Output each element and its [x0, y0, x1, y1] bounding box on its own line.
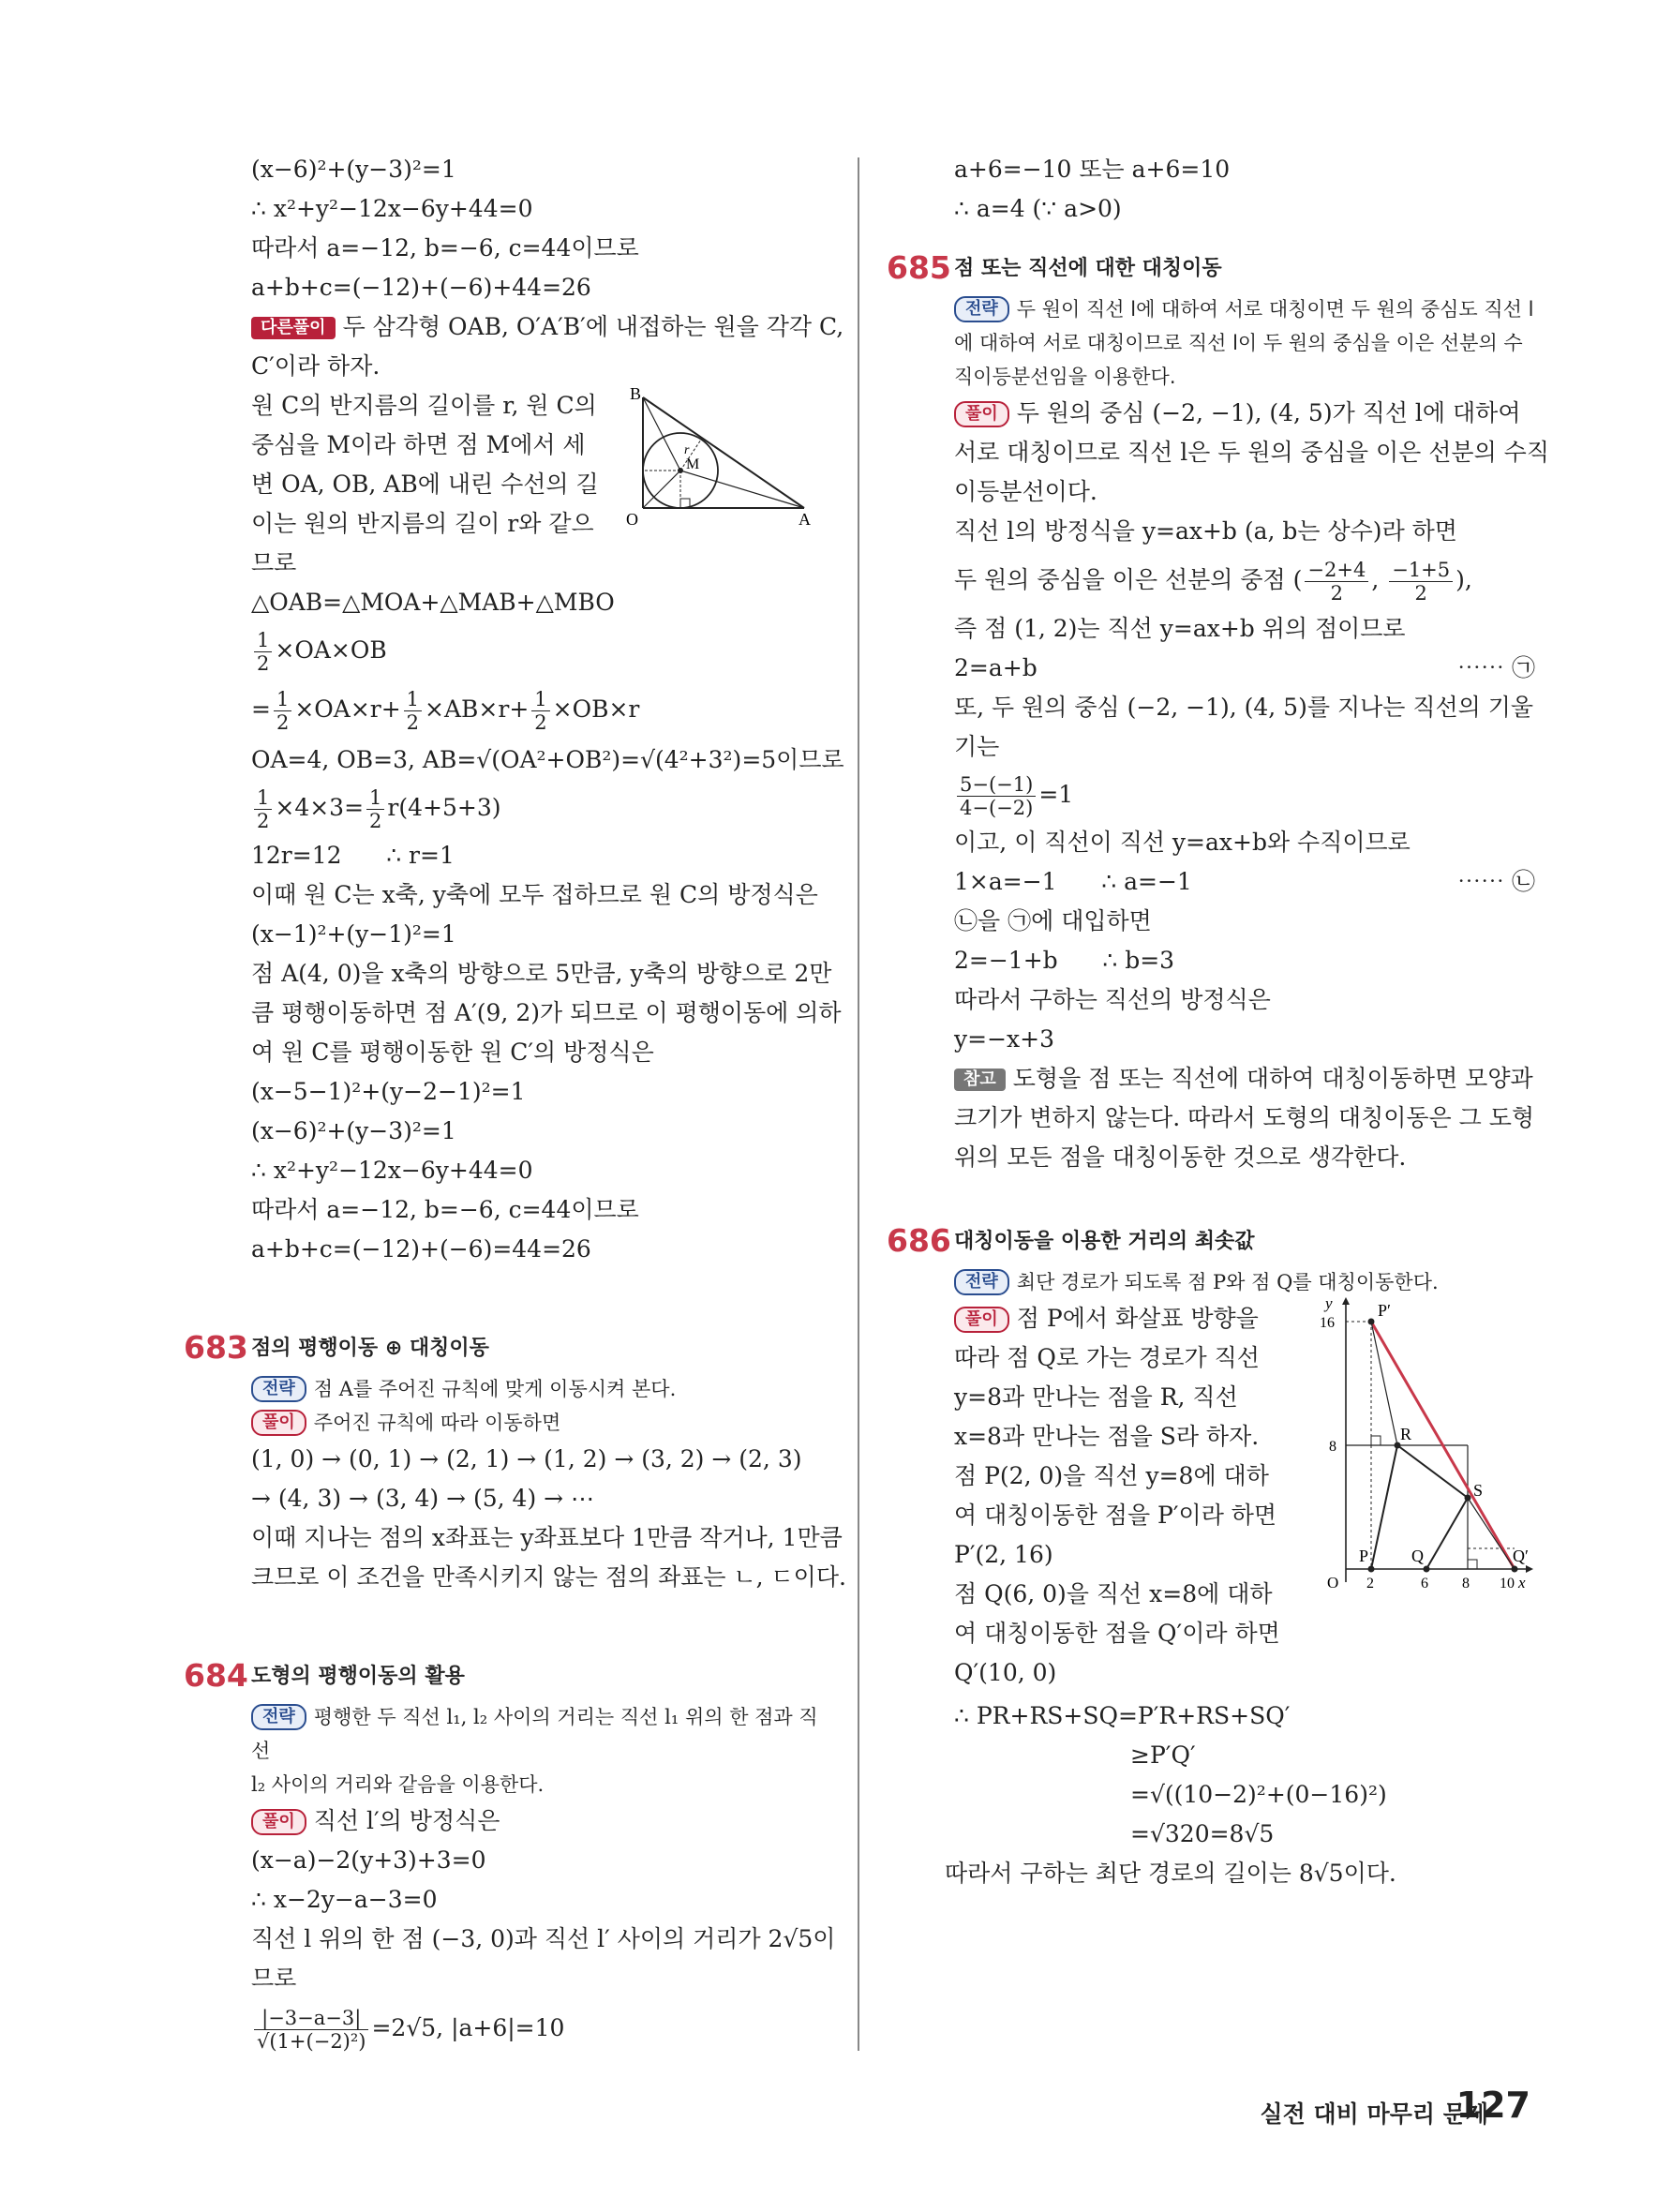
p686-solution-with-graph [954, 1295, 1535, 1693]
problem-title: 도형의 평행이동의 활용 [251, 1665, 465, 1688]
text-line: ∴ x²+y²−12x−6y+44=0 [251, 1157, 533, 1184]
page-number: 127 [1455, 2085, 1530, 2126]
text-line: (x−6)²+(y−3)²=1 [251, 1117, 456, 1144]
text-line: 직선 l 위의 한 점 (−3, 0)과 직선 l′ 사이의 거리가 2√5이 [251, 1925, 836, 1952]
text-line: ∴ x−2y−a−3=0 [251, 1886, 438, 1913]
text-line: 따라 점 Q로 가는 경로가 직선 [954, 1344, 1260, 1371]
text-line: 기는 [954, 733, 1000, 760]
reference-text: 도형을 점 또는 직선에 대하여 대칭이동하면 모양과 [1012, 1065, 1533, 1092]
label-R: R [1400, 1425, 1412, 1443]
tick-label-x2: 2 [1366, 1576, 1374, 1592]
tick-label-y8: 8 [1329, 1439, 1336, 1455]
text-line: △OAB=△MOA+△MAB+△MBO [251, 589, 615, 616]
text-line: OA=4, OB=3, AB=√(OA²+OB²)=√(4²+3²)=5이므로 [251, 746, 844, 773]
strategy-badge: 전략 [954, 296, 1009, 322]
text-line: a+6=−10 또는 a+6=10 [954, 156, 1231, 183]
eq-line-1: 2=a+b ⋯⋯ ㉠ [954, 649, 1535, 688]
problem-number: 683 [184, 1329, 248, 1366]
problem-684-header [184, 1653, 823, 1700]
triangle-incircle-figure [626, 386, 814, 527]
text-line: 따라서 구하는 직선의 방정식은 [954, 986, 1271, 1013]
text-line: 이때 원 C는 x축, y축에 모두 접하므로 원 C의 방정식은 [251, 881, 818, 908]
solution-badge: 풀이 [954, 1307, 1009, 1333]
text-line: 이는 원의 반지름의 길이 r와 같으 [251, 510, 594, 537]
solution-text: 점 P에서 화살표 방향을 [1016, 1305, 1259, 1332]
alt-paragraph-with-figure [251, 386, 823, 583]
label-Q-prime: Q′ [1513, 1547, 1529, 1565]
text-line: 원 C의 반지름의 길이를 r, 원 C의 [251, 392, 597, 419]
solution-badge: 풀이 [251, 1809, 306, 1835]
text-line: 여 대칭이동한 점을 P′이라 하면 [954, 1502, 1277, 1529]
eq-calc: $\frac{1}{2}$ ×4×3= $\frac{1}{2}$ r(4+5+3) [251, 780, 823, 836]
text-line: 큼 평행이동하면 점 A′(9, 2)가 되므로 이 평행이동에 의하 [251, 999, 842, 1026]
strategy-badge: 전략 [251, 1376, 306, 1402]
solution-text: 주어진 규칙에 따라 이동하면 [313, 1412, 561, 1434]
text-line: (x−1)²+(y−1)²=1 [251, 920, 456, 948]
text-line: ∴ x²+y²−12x−6y+44=0 [251, 195, 533, 222]
text-line: 변 OA, OB, AB에 내린 수선의 길 [251, 471, 599, 498]
strategy-text: 점 A를 주어진 규칙에 맞게 이동시켜 본다. [313, 1378, 677, 1400]
left-column [184, 150, 846, 2058]
label-M: M [686, 456, 700, 472]
solution-badge: 풀이 [954, 401, 1009, 427]
strategy-text: 두 원이 직선 l에 대하여 서로 대칭이면 두 원의 중심도 직선 l에 대하여 서로 대칭이므로 직선 l이 두 원의 중심을 이은 선분의 수직이등분선임을 이용한다. [954, 298, 1534, 388]
label-B: B [630, 386, 642, 403]
label-S: S [1473, 1481, 1484, 1500]
problem-number: 686 [887, 1222, 951, 1259]
problem-686-header [887, 1218, 1535, 1265]
text-line: 점 Q(6, 0)을 직선 x=8에 대하 [954, 1580, 1273, 1607]
text-line: ㉡을 ㉠에 대입하면 [954, 907, 1152, 934]
text-line: 직선 l의 방정식을 y=ax+b (a, b는 상수)라 하면 [954, 517, 1457, 545]
text-line: =√((10−2)²+(0−16)²) [1130, 1781, 1387, 1808]
text-line: y=8과 만나는 점을 R, 직선 [954, 1383, 1238, 1411]
text-line: 또, 두 원의 중심 (−2, −1), (4, 5)를 지나는 직선의 기울 [954, 694, 1534, 721]
problem-number: 684 [184, 1657, 248, 1694]
text-line: 크기가 변하지 않는다. 따라서 도형의 대칭이동은 그 도형 [954, 1104, 1535, 1131]
text-line: 12r=12 ∴ r=1 [251, 842, 455, 869]
text-line: 따라서 a=−12, b=−6, c=44이므로 [251, 1196, 639, 1223]
text-line: C′이라 하자. [251, 352, 381, 380]
problem-685-header [887, 246, 1535, 292]
reference-badge: 참고 [954, 1069, 1006, 1091]
equation-marker: ⋯⋯ ㉡ [1457, 868, 1535, 895]
origin-label: O [1327, 1574, 1339, 1592]
problem-683-header [184, 1325, 823, 1372]
text-line: 이때 지나는 점의 x좌표는 y좌표보다 1만큼 작거나, 1만큼 [251, 1524, 843, 1551]
tick-label-x6: 6 [1421, 1576, 1428, 1592]
eq-line-2: 1×a=−1 ∴ a=−1 ⋯⋯ ㉡ [954, 862, 1535, 902]
strategy-text: 평행한 두 직선 l₁, l₂ 사이의 거리는 직선 l₁ 위의 한 점과 직선 [251, 1706, 818, 1762]
text-line: =√320=8√5 [1130, 1820, 1275, 1847]
tick-label-x8: 8 [1462, 1576, 1470, 1592]
text-line: 서로 대칭이므로 직선 l은 두 원의 중심을 이은 선분의 수직 [954, 439, 1549, 466]
right-column [887, 150, 1549, 1893]
text-line: 따라서 구하는 최단 경로의 길이는 8√5이다. [945, 1860, 1396, 1887]
text-line: → (4, 3) → (3, 4) → (5, 4) → ⋯ [251, 1485, 595, 1512]
text-line: P′(2, 16) [954, 1541, 1053, 1568]
equation-marker: ⋯⋯ ㉠ [1457, 654, 1535, 681]
text-line: a+b+c=(−12)+(−6)+44=26 [251, 274, 591, 301]
solution-text: 두 원의 중심 (−2, −1), (4, 5)가 직선 l에 대하여 [1016, 399, 1521, 426]
alt-solution-badge: 다른풀이 [251, 317, 336, 339]
text-line: 두 삼각형 OAB, O′A′B′에 내접하는 원을 각각 C, [342, 313, 844, 340]
problem-number: 685 [887, 249, 951, 286]
text-line: a+b+c=(−12)+(−6)=44=26 [251, 1235, 591, 1263]
solution-text: 직선 l′의 방정식은 [313, 1807, 500, 1834]
text-line: ∴ a=4 (∵ a>0) [954, 195, 1122, 222]
text-line: (x−5−1)²+(y−2−1)²=1 [251, 1078, 526, 1105]
strategy-text: l₂ 사이의 거리와 같음을 이용한다. [251, 1773, 545, 1796]
eq-midpoint: 두 원의 중심을 이은 선분의 중점 ( $\frac{-2+4}{2}$ , $\frac{-1+5}{2}$ ), [954, 559, 1472, 605]
text-line: (x−a)−2(y+3)+3=0 [251, 1846, 486, 1874]
strategy-text: 최단 경로가 되도록 점 P와 점 Q를 대칭이동한다. [1016, 1271, 1439, 1293]
text-line: 여 원 C를 평행이동한 원 C′의 방정식은 [251, 1039, 654, 1066]
text-line: (x−6)²+(y−3)²=1 [251, 156, 456, 183]
text-line: 위의 모든 점을 대칭이동한 것으로 생각한다. [954, 1143, 1407, 1171]
eq-half-oa-ob: $\frac{1}{2}$ ×OA×OB [251, 622, 823, 679]
footer-section-label: 실전 대비 마무리 문제 [1260, 2100, 1488, 2128]
eq-slope: $\frac{5-(-1)}{4-(-2)}$ =1 [954, 767, 1535, 823]
text-line: 중심을 M이라 하면 점 M에서 세 [251, 431, 586, 458]
label-O: O [626, 510, 638, 527]
text-line: 즉 점 (1, 2)는 직선 y=ax+b 위의 점이므로 [954, 615, 1406, 642]
text-line: 점 P(2, 0)을 직선 y=8에 대하 [954, 1462, 1269, 1489]
solution-badge: 풀이 [251, 1410, 306, 1436]
label-A: A [799, 510, 811, 527]
text-line: 따라서 a=−12, b=−6, c=44이므로 [251, 234, 639, 262]
text-line: 이등분선이다. [954, 478, 1097, 505]
problem-title: 점 또는 직선에 대한 대칭이동 [954, 257, 1222, 280]
problem-title: 점의 평행이동 ⊕ 대칭이동 [251, 1337, 489, 1360]
text-line: 므로 [251, 1965, 297, 1992]
label-r: r [684, 443, 690, 457]
label-Q: Q [1411, 1547, 1424, 1565]
strategy-badge: 전략 [954, 1269, 1009, 1295]
text-line: 여 대칭이동한 점을 Q′이라 하면 [954, 1620, 1280, 1647]
tick-label-x10: 10 [1500, 1576, 1515, 1592]
text-line: ≥P′Q′ [1130, 1741, 1196, 1769]
column-divider [858, 157, 859, 2051]
problem-title: 대칭이동을 이용한 거리의 최솟값 [954, 1230, 1255, 1253]
text-line: 므로 [251, 549, 297, 576]
eq-sum-areas: = $\frac{1}{2}$ ×OA×r+ $\frac{1}{2}$ ×AB×r+ $\frac{1}{2}$ ×OB×r [251, 688, 640, 734]
axis-label-x: x [1518, 1574, 1526, 1592]
text-line: x=8과 만나는 점을 S라 하자. [954, 1423, 1260, 1450]
text-line: 점 A(4, 0)을 x축의 방향으로 5만큼, y축의 방향으로 2만 [251, 960, 832, 987]
text-line: ∴ PR+RS+SQ=P′R+RS+SQ′ [954, 1702, 1291, 1729]
text-line: (1, 0) → (0, 1) → (2, 1) → (1, 2) → (3, 2) → (2, 3) [251, 1445, 802, 1472]
text-line: 이고, 이 직선이 직선 y=ax+b와 수직이므로 [954, 829, 1411, 856]
eq-distance: $\frac{|-3-a-3|}{\text{√(1+(−2)²)}}$ =2√5, |a+6|=10 [251, 1998, 823, 2058]
text-line: 2=−1+b ∴ b=3 [954, 947, 1175, 974]
strategy-badge: 전략 [251, 1704, 306, 1730]
axis-label-y: y [1325, 1295, 1333, 1312]
tick-label-y16: 16 [1320, 1315, 1335, 1331]
label-P: P [1359, 1547, 1369, 1565]
text-line: y=−x+3 [954, 1025, 1054, 1053]
label-P-prime: P′ [1378, 1301, 1391, 1320]
reflection-path-graph [1318, 1295, 1533, 1595]
text-line: Q′(10, 0) [954, 1659, 1057, 1686]
text-line: 크므로 이 조건을 만족시키지 않는 점의 좌표는 ㄴ, ㄷ이다. [251, 1563, 846, 1591]
